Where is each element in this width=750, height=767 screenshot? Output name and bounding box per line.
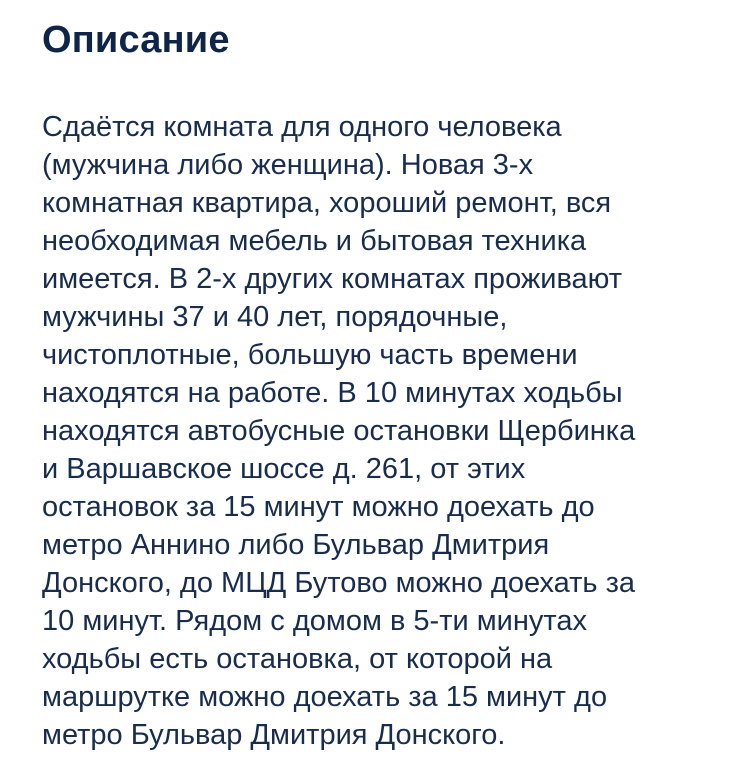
description-line: и Варшавское шоссе д. 261, от этих (42, 453, 526, 485)
description-line: метро Аннино либо Бульвар Дмитрия (42, 529, 550, 561)
description-line: находятся на работе. В 10 минутах ходьбы (42, 377, 623, 409)
description-line: остановок за 15 минут можно доехать до (42, 491, 595, 523)
description-line: метро Бульвар Дмитрия Донского. (42, 719, 506, 751)
description-line: (мужчина либо женщина). Новая 3-х (42, 149, 534, 181)
description-line: находятся автобусные остановки Щербинка (42, 415, 636, 447)
description-line: мужчины 37 и 40 лет, порядочные, (42, 301, 508, 333)
description-line: чистоплотные, большую часть времени (42, 339, 578, 371)
description-line: необходимая мебель и бытовая техника (42, 225, 587, 257)
description-line: Донского, до МЦД Бутово можно доехать за (42, 567, 636, 599)
section-title: Описание (42, 19, 230, 61)
description-line: комнатная квартира, хороший ремонт, вся (42, 187, 612, 219)
description-line: маршрутке можно доехать за 15 минут до (42, 681, 608, 713)
description-line: имеется. В 2-х других комнатах проживают (42, 263, 623, 295)
description-line: ходьбы есть остановка, от которой на (42, 643, 553, 675)
description-line: 10 минут. Рядом с домом в 5-ти минутах (42, 605, 587, 637)
description-text (42, 108, 720, 754)
description-line: Сдаётся комната для одного человека (42, 111, 562, 143)
